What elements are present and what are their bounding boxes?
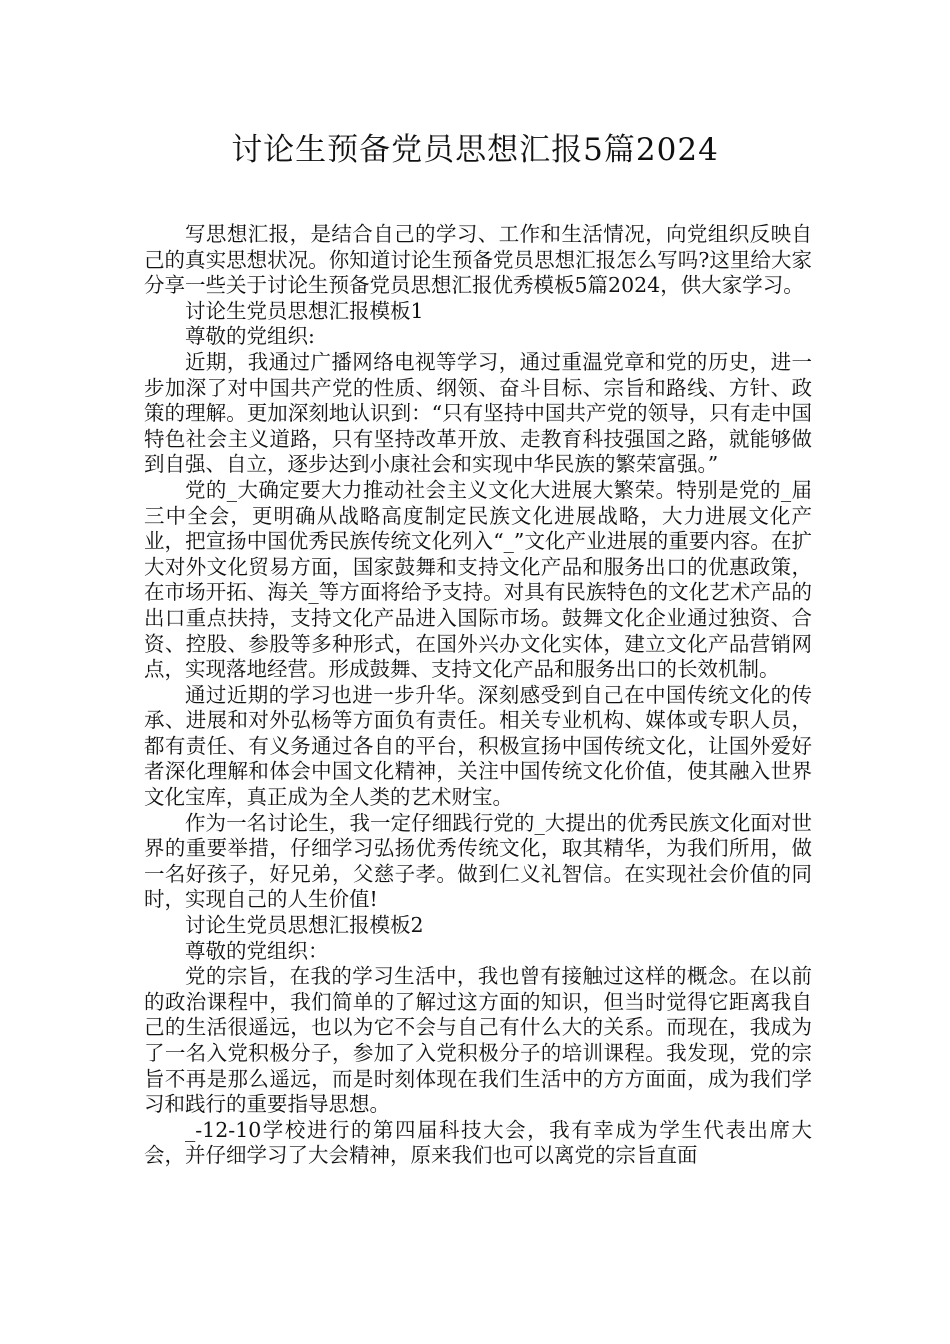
body-paragraph: 通过近期的学习也进一步升华。深刻感受到自己在中国传统文化的传承、进展和对外弘杨等方面负有责任。相关专业机构、媒体或专职人员，都有责任、有义务通过各自的平台，积极宣扬中国传统文化，让国外爱好者深化理解和体会中国文化精神，关注中国传统文化价值，使其融入世界文化宝库，真正成为全人类的艺术财宝。	[144, 682, 812, 810]
body-paragraph: 作为一名讨论生，我一定仔细践行党的_大提出的优秀民族文化面对世界的重要举措，仔细学习弘扬优秀传统文化，取其精华，为我们所用，做一名好孩子，好兄弟，父慈子孝。做到仁义礼智信。在实现社会价值的同时，实现自己的人生价值!	[144, 810, 812, 912]
salutation-2: 尊敬的党组织：	[185, 938, 329, 963]
section-heading-template-1: 讨论生党员思想汇报模板1	[185, 298, 424, 323]
salutation-1: 尊敬的党组织:	[185, 324, 315, 349]
body-paragraph: 党的_大确定要大力推动社会主义文化大进展大繁荣。特别是党的_届三中全会，更明确从战略高度制定民族文化进展战略，大力进展文化产业，把宣扬中国优秀民族传统文化列入“_”文化产业进展的重要内容。在扩大对外文化贸易方面，国家鼓舞和支持文化产品和服务出口的优惠政策，在市场开拓、海关_等方面将给予支持。对具有民族特色的文化艺术产品的出口重点扶持，支持文化产品进入国际市场。鼓舞文化企业通过独资、合资、控股、参股等多种形式，在国外兴办文化实体，建立文化产品营销网点，实现落地经营。形成鼓舞、支持文化产品和服务出口的长效机制。	[144, 477, 812, 682]
document-body	[144, 222, 812, 1169]
body-paragraph: 近期，我通过广播网络电视等学习，通过重温党章和党的历史，进一步加深了对中国共产党的性质、纲领、奋斗目标、宗旨和路线、方针、政策的理解。更加深刻地认识到：“只有坚持中国共产党的领导，只有走中国特色社会主义道路，只有坚持改革开放、走教育科技强国之路，就能够做到自强、自立，逐步达到小康社会和实现中华民族的繁荣富强。”	[144, 349, 812, 477]
body-paragraph: 党的宗旨，在我的学习生活中，我也曾有接触过这样的概念。在以前的政治课程中，我们简单的了解过这方面的知识，但当时觉得它距离我自己的生活很遥远，也以为它不会与自己有什么大的关系。而现在，我成为了一名入党积极分子，参加了入党积极分子的培训课程。我发现，党的宗旨不再是那么遥远，而是时刻体现在我们生活中的方方面面，成为我们学习和践行的重要指导思想。	[144, 964, 812, 1117]
document-title: 讨论生预备党员思想汇报5篇2024	[231, 132, 719, 168]
intro-paragraph: 写思想汇报，是结合自己的学习、工作和生活情况，向党组织反映自己的真实思想状况。你知道讨论生预备党员思想汇报怎么写吗?这里给大家分享一些关于讨论生预备党员思想汇报优秀模板5篇2024，供大家学习。	[144, 222, 812, 298]
section-heading-template-2: 讨论生党员思想汇报模板2	[185, 913, 424, 938]
body-paragraph: _-12-10学校进行的第四届科技大会，我有幸成为学生代表出席大会，并仔细学习了大会精神，原来我们也可以离党的宗旨直面	[144, 1117, 812, 1168]
